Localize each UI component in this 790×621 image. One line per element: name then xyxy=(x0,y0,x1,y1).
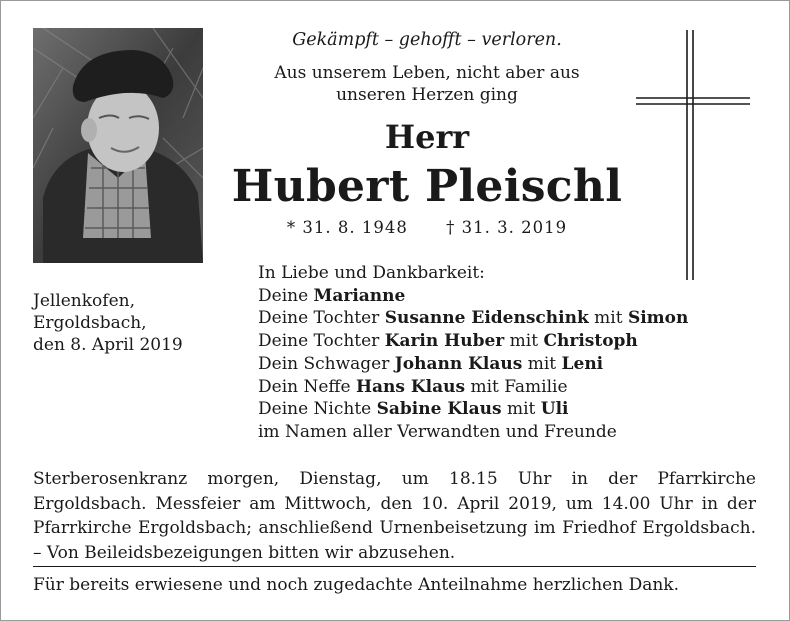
mourners-list xyxy=(258,262,688,444)
relation-text: Deine Tochter xyxy=(258,308,385,329)
mourner-line xyxy=(258,398,688,421)
mourner-line xyxy=(258,353,688,376)
place-line: Ergoldsbach, xyxy=(33,313,147,333)
relation-text: Dein Schwager xyxy=(258,353,395,374)
partner-name: Leni xyxy=(561,353,604,374)
thanks-line: Für bereits erwiesene und noch zugedachte Anteilnahme herzlichen Dank. xyxy=(33,575,679,595)
mourners-intro: In Liebe und Dankbarkeit: xyxy=(258,263,485,283)
connector-text: mit xyxy=(588,308,628,329)
place-and-date xyxy=(33,290,183,356)
mourner-line xyxy=(258,376,688,399)
place-line: Jellenkofen, xyxy=(33,291,135,311)
date-line: den 8. April 2019 xyxy=(33,335,183,355)
birth-date: * 31. 8. 1948 xyxy=(286,218,408,237)
death-date: † 31. 3. 2019 xyxy=(446,218,568,237)
mourner-line xyxy=(258,307,688,330)
relation-text: Deine Tochter xyxy=(258,331,385,352)
funeral-details: Sterberosenkranz morgen, Dienstag, um 18.15 Uhr in der Pfarrkirche Ergoldsbach. Messfeier am Mittwoch, den 10. April 2019, um 14.00 Uhr in der Pfarrkirche Ergoldsbach; anschließend Urnenbeisetzung im Friedhof Ergoldsbach. – Von Beileidsbezeigungen bitten wir abzusehen. xyxy=(33,469,756,563)
deceased-name: Hubert Pleischl xyxy=(231,161,623,212)
salutation: Herr xyxy=(384,118,470,156)
intro-text xyxy=(222,62,632,106)
mourner-line xyxy=(258,330,688,353)
partner-name: Simon xyxy=(627,308,689,329)
mourner-name: Sabine Klaus xyxy=(376,399,502,420)
connector-text: mit xyxy=(504,331,544,352)
partner-name: Christoph xyxy=(543,331,638,352)
relation-text: Deine Nichte xyxy=(258,399,377,420)
mourners-closing: im Namen aller Verwandten und Freunde xyxy=(258,421,617,442)
portrait-illustration xyxy=(33,28,203,263)
connector-text: mit xyxy=(501,399,541,420)
cross-icon xyxy=(636,30,750,284)
mourner-name: Karin Huber xyxy=(384,331,505,352)
mourner-line xyxy=(258,285,688,308)
connector-text: mit Familie xyxy=(465,376,568,397)
divider xyxy=(33,566,756,567)
portrait-photo xyxy=(33,28,203,263)
partner-name: Uli xyxy=(540,399,569,420)
intro-line: unseren Herzen ging xyxy=(336,85,518,105)
life-dates xyxy=(222,218,632,237)
relation-text: Deine xyxy=(258,285,314,306)
mourner-name: Hans Klaus xyxy=(355,376,466,397)
mourner-name: Johann Klaus xyxy=(394,353,523,374)
mourner-name: Susanne Eidenschink xyxy=(384,308,589,329)
motto: Gekämpft – gehofft – verloren. xyxy=(292,30,562,50)
intro-line: Aus unserem Leben, nicht aber aus xyxy=(274,63,580,83)
mourner-name: Marianne xyxy=(313,285,406,306)
connector-text: mit xyxy=(522,353,562,374)
relation-text: Dein Neffe xyxy=(258,376,356,397)
